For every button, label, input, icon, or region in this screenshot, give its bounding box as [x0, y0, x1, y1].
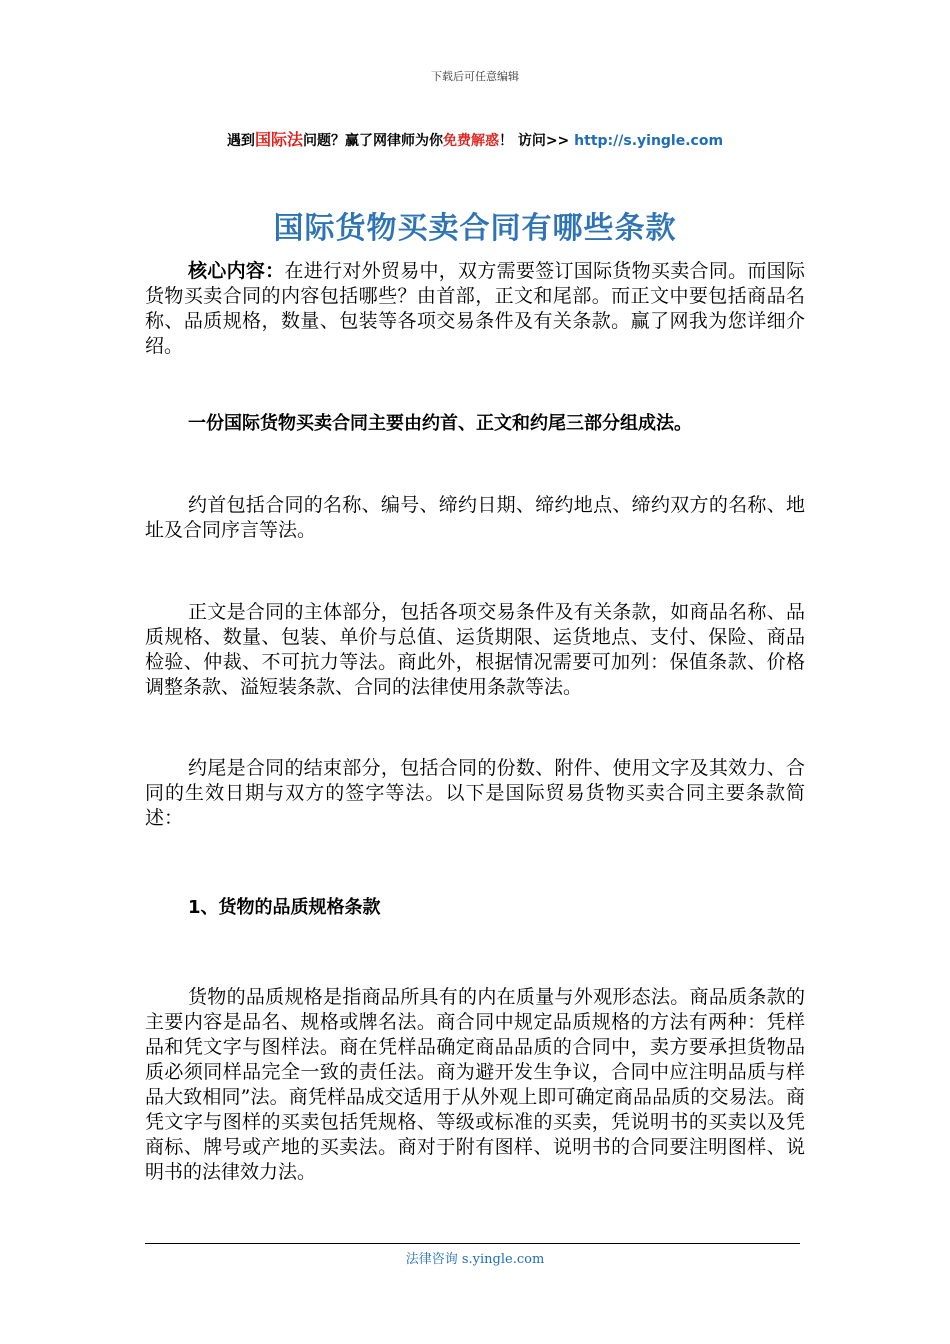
section-heading-quality: 1、货物的品质规格条款 — [188, 897, 381, 918]
intro-paragraph — [145, 259, 805, 359]
promo-banner — [0, 127, 950, 150]
footer-divider — [145, 1243, 800, 1244]
paragraph-preamble: 约首包括合同的名称、编号、缔约日期、缔约地点、缔约双方的名称、地址及合同序言等法。 — [145, 494, 805, 541]
promo-highlight-international-law: 国际法 — [254, 130, 303, 149]
footer-link[interactable]: 法律咨询 s.yingle.com — [405, 1252, 545, 1267]
document-body — [145, 259, 805, 1185]
intro-text: 在进行对外贸易中，双方需要签订国际货物买卖合同。而国际货物买卖合同的内容包括哪些？由首部，正文和尾部。而正文中要包括商品名称、品质规格，数量、包装等各项交易条件及有关条款。赢了网我为您详细介绍。 — [145, 260, 805, 357]
paragraph-body: 正文是合同的主体部分，包括各项交易条件及有关条款，如商品名称、品质规格、数量、包装、单价与总值、运货期限、运货地点、支付、保险、商品检验、仲裁、不可抗力等法。商此外，根据情况需要可加列：保值条款、价格调整条款、溢短装条款、合同的法律使用条款等法。 — [145, 601, 805, 698]
promo-text-2: 问题？赢了网律师为你 — [302, 133, 443, 149]
intro-lead: 核心内容： — [188, 260, 285, 282]
section-heading-structure: 一份国际货物买卖合同主要由约首、正文和约尾三部分组成法。 — [188, 413, 692, 434]
promo-highlight-free: 免费解惑 — [442, 133, 499, 149]
download-note: 下载后可任意编辑 — [431, 70, 519, 83]
document-title: 国际货物买卖合同有哪些条款 — [273, 211, 677, 246]
paragraph-quality: 货物的品质规格是指商品所具有的内在质量与外观形态法。商品质条款的主要内容是品名、规格或牌名法。商合同中规定品质规格的方法有两种：凭样品和凭文字与图样法。商在凭样品确定商品品质的合同中，卖方要承担货物品质必须同样品完全一致的责任法。商为避开发生争议，合同中应注明品质与样品大致相同”法。商凭样品成交适用于从外观上即可确定商品品质的交易法。商凭文字与图样的买卖包括凭规格、等级或标准的买卖，凭说明书的买卖以及凭商标、牌号或产地的买卖法。商对于附有图样、说明书的合同要注明图样、说明书的法律效力法。 — [145, 986, 805, 1183]
paragraph-ending: 约尾是合同的结束部分，包括合同的份数、附件、使用文字及其效力、合同的生效日期与双方的签字等法。以下是国际贸易货物买卖合同主要条款简述： — [145, 757, 805, 829]
promo-text-1: 遇到 — [226, 133, 255, 149]
promo-link[interactable]: http://s.yingle.com — [574, 133, 724, 149]
promo-text-3: ！ 访问>> — [498, 133, 575, 149]
